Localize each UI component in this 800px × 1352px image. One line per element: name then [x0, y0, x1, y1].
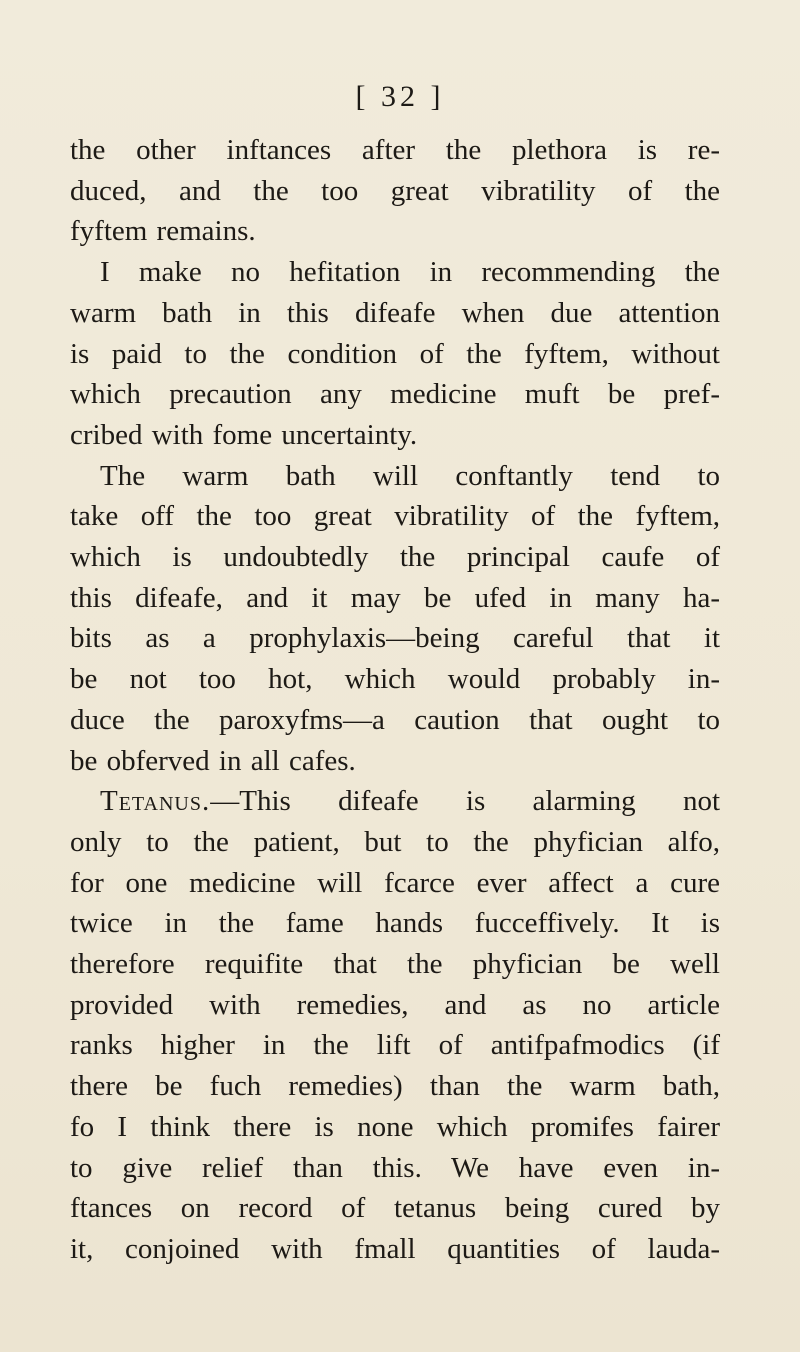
text-line: twice in the fame hands fucceffively. It is: [70, 907, 720, 940]
text-line: duced, and the too great vibratility of the: [70, 174, 720, 207]
text-line: which is undoubtedly the principal caufe of: [70, 541, 720, 574]
text-line: for one medicine will fcarce ever affect a cure: [70, 866, 720, 899]
text-line: The warm bath will conftantly tend to: [100, 459, 720, 492]
text-line: which precaution any medicine muft be pref-: [70, 378, 720, 411]
text-line: ranks higher in the lift of antifpafmodics (if: [70, 1029, 720, 1062]
page-number: [ 32 ]: [355, 80, 445, 113]
body-text: [70, 130, 720, 1270]
text-line: there be fuch remedies) than the warm bath,: [70, 1070, 720, 1103]
text-line: be not too hot, which would probably in-: [70, 663, 720, 696]
text-line: fyftem remains.: [70, 215, 256, 248]
text-line: duce the paroxyfms—a caution that ought to: [70, 703, 720, 736]
text-line: therefore requifite that the phyfician be well: [70, 948, 720, 981]
text-line: I make no hefitation in recommending the: [100, 256, 720, 289]
text-line: this difeafe, and it may be ufed in many ha-: [70, 581, 720, 614]
text-line: is paid to the condition of the fyftem, without: [70, 337, 720, 370]
text-line: cribed with fome uncertainty.: [70, 418, 418, 451]
text-line: only to the patient, but to the phyfician alfo,: [70, 825, 720, 858]
text-line: it, conjoined with fmall quantities of lauda-: [70, 1232, 720, 1265]
text-line: the other inftances after the plethora is re-: [70, 134, 720, 166]
text-line: take off the too great vibratility of the fyftem,: [70, 500, 720, 533]
text-line-continuation: —This difeafe is alarming not: [210, 785, 720, 818]
text-line: fo I think there is none which promifes fairer: [70, 1110, 720, 1143]
text-line: provided with remedies, and as no article: [70, 988, 720, 1021]
text-line: bits as a prophylaxis—being careful that it: [70, 622, 720, 655]
section-heading-tetanus: Tetanus.: [100, 785, 211, 818]
text-line: to give relief than this. We have even in-: [70, 1151, 720, 1184]
text-line: ftances on record of tetanus being cured by: [70, 1192, 720, 1225]
text-line: be obferved in all cafes.: [70, 744, 356, 777]
text-line: warm bath in this difeafe when due attention: [70, 296, 720, 329]
text-line: [70, 781, 720, 822]
